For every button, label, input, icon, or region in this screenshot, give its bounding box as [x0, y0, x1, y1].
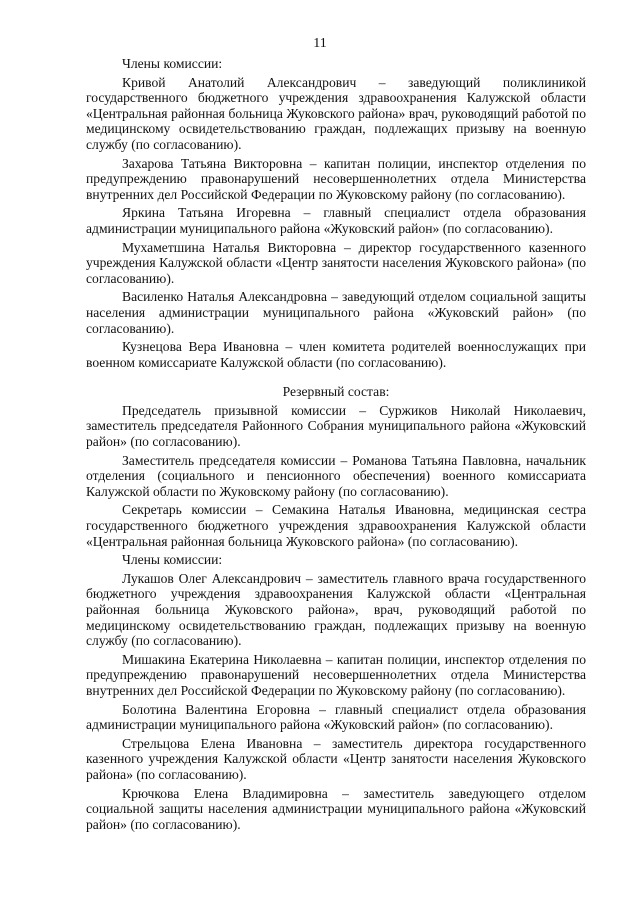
member-paragraph: Василенко Наталья Александровна – заведующий отделом социальной защиты населения администрации муниципального района «Жуковский район» (по согласованию).: [86, 289, 586, 336]
reserve-leader-paragraph: Председатель призывной комиссии – Суржиков Николай Николаевич, заместитель председателя Районного Собрания муниципального района «Жуковский район» (по согласованию).: [86, 402, 586, 450]
page-number: 11: [313, 36, 327, 51]
member-paragraph: Кривой Анатолий Александрович – заведующий поликлиникой государственного бюджетного учреждения здравоохранения Калужской области «Центральная районная больница Жуковского района» врач, руководящий работой по медицинскому освидетельствованию граждан, подлежащих призыву на военную службу (по согласованию).: [86, 74, 586, 152]
member-paragraph: Мухаметшина Наталья Викторовна – директор государственного казенного учреждения Калужской области «Центр занятости населения Жуковского района» (по согласованию).: [86, 239, 586, 286]
document-body: [86, 56, 586, 835]
reserve-member-paragraph: Крючкова Елена Владимировна – заместитель заведующего отделом социальной защиты населения администрации муниципального района «Жуковский район» (по согласованию).: [86, 785, 586, 832]
members-heading: Члены комиссии:: [122, 56, 223, 71]
reserve-members-heading: Члены комиссии:: [122, 552, 223, 568]
reserve-heading: Резервный состав:: [282, 384, 390, 400]
reserve-member-paragraph: Мишакина Екатерина Николаевна – капитан полиции, инспектор отделения по предупреждению правонарушений несовершеннолетних отдела Министерства внутренних дел Российской Федерации по Жуковскому району (по согласованию).: [86, 651, 586, 698]
reserve-member-paragraph: Стрельцова Елена Ивановна – заместитель директора государственного казенного учреждения Калужской области «Центр занятости населения Жуковского района» (по согласованию).: [86, 735, 586, 782]
reserve-leader-paragraph: Заместитель председателя комиссии – Романова Татьяна Павловна, начальник отделения (социального и пенсионного обеспечения) военного комиссариата Калужской области по Жуковскому району (по согласованию).: [86, 452, 586, 499]
member-paragraph: Кузнецова Вера Ивановна – член комитета родителей военнослужащих при военном комиссариате Калужской области (по согласованию).: [86, 339, 586, 370]
reserve-member-paragraph: Лукашов Олег Александрович – заместитель главного врача государственного бюджетного учреждения здравоохранения Калужской области «Центральная районная больница Жуковского района», врач, руководящий работой по медицинскому освидетельствованию граждан, подлежащих призыву на военную службу (по согласованию).: [86, 570, 586, 649]
reserve-leader-paragraph: Секретарь комиссии – Семакина Наталья Ивановна, медицинская сестра государственного бюджетного учреждения здравоохранения Калужской области «Центральная районная больница Жуковского района» (по согласованию).: [86, 502, 586, 549]
reserve-member-paragraph: Болотина Валентина Егоровна – главный специалист отдела образования администрации муниципального района «Жуковский район» (по согласованию).: [86, 701, 586, 733]
member-paragraph: Захарова Татьяна Викторовна – капитан полиции, инспектор отделения по предупреждению правонарушений несовершеннолетних отдела Министерства внутренних дел Российской Федерации по Жуковскому району (по согласованию).: [86, 155, 586, 202]
member-paragraph: Яркина Татьяна Игоревна – главный специалист отдела образования администрации муниципального района «Жуковский район» (по согласованию).: [86, 205, 586, 236]
